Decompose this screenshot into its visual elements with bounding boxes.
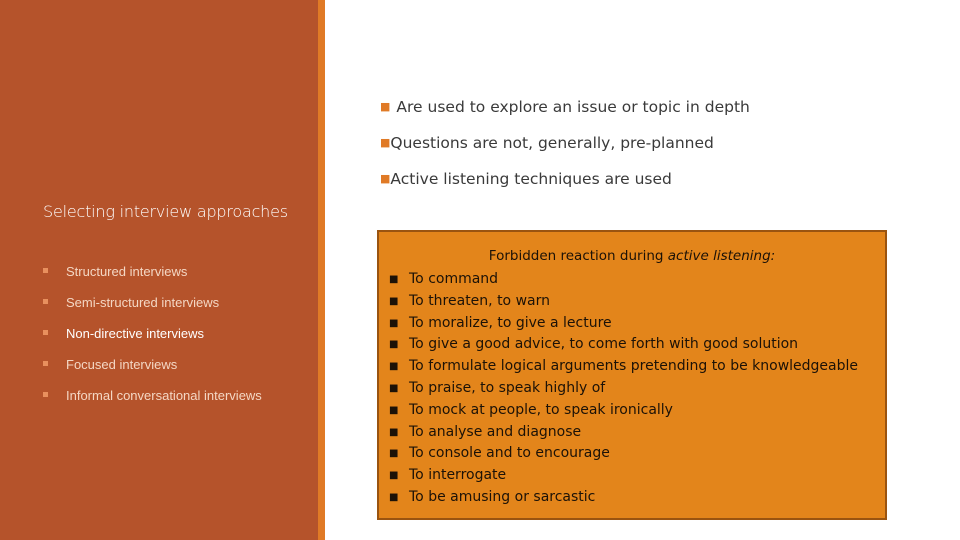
approach-item-active	[43, 326, 293, 342]
forbidden-item-text: To interrogate	[409, 467, 507, 484]
forbidden-item-text: To analyse and diagnose	[409, 423, 582, 440]
forbidden-item	[389, 269, 858, 291]
top-bullet-item	[380, 168, 750, 204]
approach-item	[43, 295, 293, 311]
square-bullet-icon	[43, 268, 48, 273]
approach-label: Structured interviews	[66, 264, 188, 279]
square-bullet-icon: ■	[389, 448, 399, 460]
top-bullet-text: Are used to explore an issue or topic in depth	[396, 98, 750, 116]
approach-item	[43, 264, 293, 280]
box-heading-emphasis: active listening:	[667, 248, 776, 264]
square-bullet-icon: ■	[380, 100, 391, 113]
left-panel	[0, 0, 318, 540]
forbidden-item-text: To threaten, to warn	[409, 292, 550, 309]
square-bullet-icon: ■	[380, 136, 391, 149]
forbidden-item	[389, 378, 858, 400]
forbidden-list	[389, 269, 858, 509]
forbidden-reactions-box	[377, 230, 887, 520]
approach-item	[43, 357, 293, 373]
top-bullet-list	[380, 96, 750, 204]
forbidden-item	[389, 334, 858, 356]
approach-list	[43, 264, 293, 419]
approach-label: Semi-structured interviews	[66, 295, 220, 310]
forbidden-item-text: To moralize, to give a lecture	[409, 314, 612, 331]
square-bullet-icon: ■	[389, 361, 399, 373]
square-bullet-icon	[43, 330, 48, 335]
forbidden-item	[389, 313, 858, 335]
approach-item	[43, 388, 293, 404]
forbidden-item-text: To console and to encourage	[409, 445, 610, 462]
forbidden-item-text: To give a good advice, to come forth with good solution	[409, 336, 799, 353]
approach-label: Non-directive interviews	[66, 326, 204, 341]
approach-label: Informal conversational interviews	[66, 388, 262, 403]
forbidden-item-text: To formulate logical arguments pretending to be knowledgeable	[409, 358, 858, 375]
square-bullet-icon: ■	[380, 172, 391, 185]
forbidden-item	[389, 291, 858, 313]
square-bullet-icon: ■	[389, 295, 399, 307]
forbidden-item	[389, 487, 858, 509]
forbidden-item-text: To mock at people, to speak ironically	[409, 401, 673, 418]
forbidden-item-text: To command	[409, 271, 499, 287]
forbidden-item	[389, 443, 858, 465]
square-bullet-icon: ■	[389, 339, 399, 351]
forbidden-item	[389, 356, 858, 378]
square-bullet-icon	[43, 299, 48, 304]
square-bullet-icon: ■	[389, 317, 399, 329]
top-bullet-item	[380, 96, 750, 132]
section-title: Selecting interview approaches	[43, 202, 288, 221]
square-bullet-icon: ■	[389, 382, 399, 394]
box-heading-text: Forbidden reaction during	[488, 248, 668, 264]
square-bullet-icon	[43, 361, 48, 366]
square-bullet-icon: ■	[389, 274, 399, 285]
top-bullet-text: Active listening techniques are used	[390, 170, 672, 188]
accent-stripe	[318, 0, 325, 540]
square-bullet-icon	[43, 392, 48, 397]
forbidden-item	[389, 400, 858, 422]
square-bullet-icon: ■	[389, 404, 399, 416]
approach-label: Focused interviews	[66, 357, 178, 372]
forbidden-item-text: To praise, to speak highly of	[409, 379, 606, 396]
top-bullet-text: Questions are not, generally, pre-planned	[390, 134, 714, 152]
forbidden-item	[389, 422, 858, 444]
top-bullet-item	[380, 132, 750, 168]
square-bullet-icon: ■	[389, 491, 399, 503]
forbidden-item	[389, 465, 858, 487]
box-heading	[379, 248, 885, 264]
forbidden-item-text: To be amusing or sarcastic	[409, 488, 596, 505]
square-bullet-icon: ■	[389, 470, 399, 482]
square-bullet-icon: ■	[389, 426, 399, 438]
